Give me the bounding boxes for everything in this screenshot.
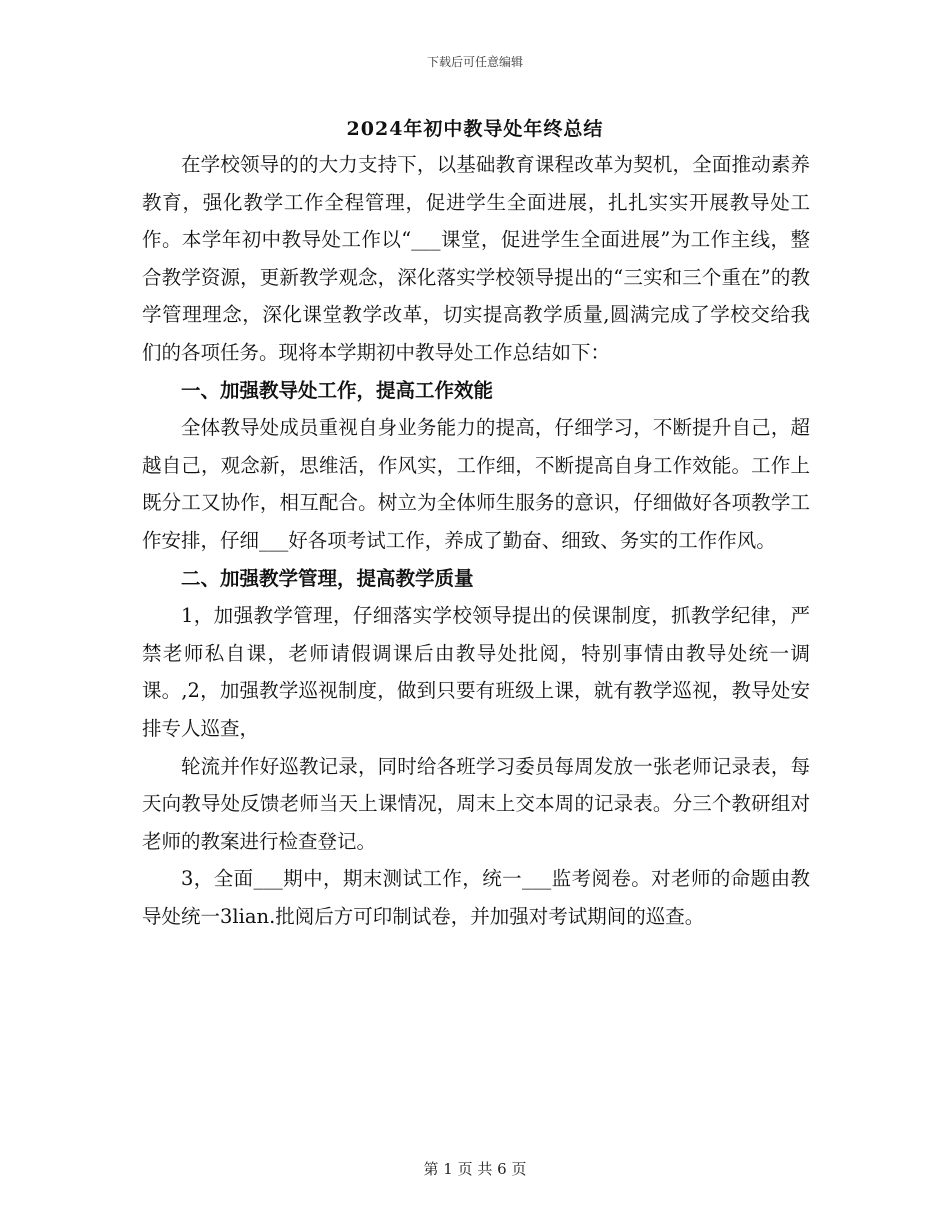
section-1-paragraph: 全体教导处成员重视自身业务能力的提高，仔细学习，不断提升自己，超越自己，观念新，思维活，作风实，工作细，不断提高自身工作效能。工作上既分工又协作，相互配合。树立为全体师生服务的意识，仔细做好各项教学工作安排，仔细___好各项考试工作，养成了勤奋、细致、务实的工作作风。 <box>142 416 810 552</box>
intro-paragraph: 在学校领导的的大力支持下，以基础教育课程改革为契机，全面推动素养教育，强化教学工作全程管理，促进学生全面进展，扎扎实实开展教导处工作。本学年初中教导处工作以“___课堂，促进学生全面进展”为工作主线，整合教学资源，更新教学观念，深化落实学校领导提出的“三实和三个重在”的教学管理理念，深化课堂教学改革，切实提高教学质量,圆满完成了学校交给我们的各项任务。现将本学期初中教导处工作总结如下： <box>142 153 810 364</box>
section-2-paragraph-1: 1，加强教学管理，仔细落实学校领导提出的侯课制度，抓教学纪律，严禁老师私自课，老师请假调课后由教导处批阅，特别事情由教导处统一调课。,2，加强教学巡视制度，做到只要有班级上课，就有教学巡视，教导处安排专人巡查， <box>142 604 810 740</box>
document-body <box>142 146 810 935</box>
section-2-paragraph-3: 3，全面___期中，期末测试工作，统一___监考阅卷。对老师的命题由教导处统一3lian.批阅后方可印制试卷，并加强对考试期间的巡查。 <box>142 867 810 928</box>
section-heading-2: 二、加强教学管理，提高教学质量 <box>181 566 474 590</box>
section-2-paragraph-2: 轮流并作好巡教记录，同时给各班学习委员每周发放一张老师记录表，每天向教导处反馈老师当天上课情况，周末上交本周的记录表。分三个教研组对老师的教案进行检查登记。 <box>142 754 810 853</box>
header-note: 下载后可任意编辑 <box>426 55 523 69</box>
section-heading-1: 一、加强教导处工作，提高工作效能 <box>181 378 494 402</box>
document-title: 2024年初中教导处年终总结 <box>346 118 604 140</box>
page-number: 第 1 页 共 6 页 <box>423 1160 527 1178</box>
